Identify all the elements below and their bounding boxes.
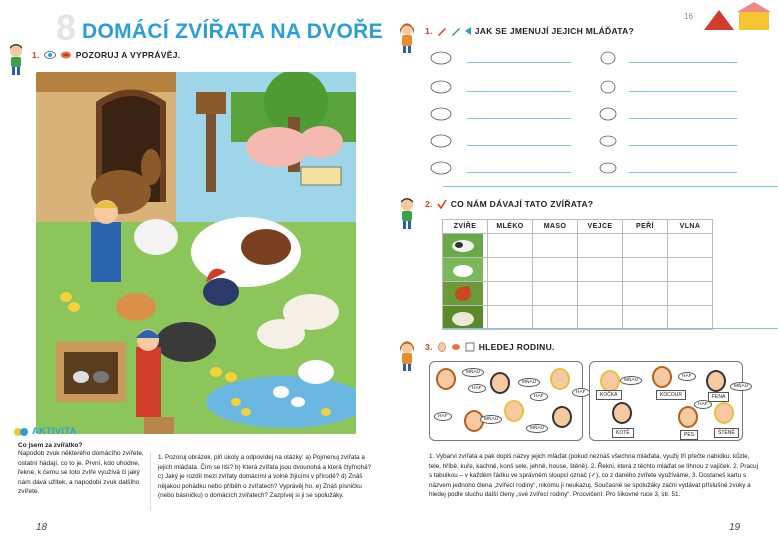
check-cell[interactable] xyxy=(578,282,623,306)
card-icon xyxy=(465,342,475,352)
family-label: KOČKA xyxy=(596,390,622,400)
sound-bubble: MŇAU xyxy=(518,378,540,387)
animal-outlines-right xyxy=(594,44,624,184)
family-label: KOTĚ xyxy=(612,428,634,438)
family-card-left xyxy=(429,361,586,441)
child-face xyxy=(600,370,620,392)
child-face xyxy=(714,402,734,424)
table-row xyxy=(443,282,713,306)
section-divider xyxy=(443,186,778,187)
activity-text: Napodob zvuk některého domácího zvířete, ostatní hádají, co to je. První, kdo uhodne, řekne, k čemu se toto zvíře využívá či jaký nám dává užitek, a napodobí zvuk dalšího zvířete. xyxy=(18,450,144,495)
boy-icon xyxy=(4,42,28,76)
eye-icon xyxy=(44,51,56,59)
child-face xyxy=(436,368,456,390)
family-label: KOCOUR xyxy=(656,390,686,400)
check-cell[interactable] xyxy=(578,234,623,258)
child-face xyxy=(652,366,672,388)
checkmark-icon xyxy=(437,199,447,209)
check-cell[interactable] xyxy=(488,282,533,306)
task-number: 1. xyxy=(32,50,40,60)
child-face xyxy=(706,370,726,392)
column-header: MASO xyxy=(533,220,578,234)
check-cell[interactable] xyxy=(578,306,623,330)
animal-outlines-left xyxy=(427,44,457,184)
page-number: 19 xyxy=(729,522,741,533)
child-face xyxy=(550,368,570,390)
column-header: ZVÍŘE xyxy=(443,220,488,234)
page-title: DOMÁCÍ ZVÍŘATA NA DVOŘE xyxy=(82,20,383,43)
answer-line[interactable] xyxy=(467,118,571,119)
check-cell[interactable] xyxy=(533,306,578,330)
task-number: 3. xyxy=(425,342,433,352)
check-cell[interactable] xyxy=(623,306,668,330)
column-header: VEJCE xyxy=(578,220,623,234)
task-number: 2. xyxy=(425,199,433,209)
sound-bubble: MŇAU xyxy=(730,382,752,391)
theatre-masks-icon xyxy=(14,427,28,437)
animal-photo-cell xyxy=(443,282,488,306)
check-cell[interactable] xyxy=(623,282,668,306)
table-row xyxy=(443,234,713,258)
pencil-icon xyxy=(437,26,447,36)
task-2-heading xyxy=(425,199,593,209)
activity-box xyxy=(14,426,146,497)
sound-bubble: HAF xyxy=(694,400,712,409)
task-number: 1. xyxy=(425,26,433,36)
child-face xyxy=(552,406,572,428)
animal-products-table xyxy=(442,219,713,330)
sound-bubble: HAF xyxy=(468,384,486,393)
sound-bubble: HAF xyxy=(434,412,452,421)
check-cell[interactable] xyxy=(488,234,533,258)
answer-line[interactable] xyxy=(629,62,737,63)
check-cell[interactable] xyxy=(488,306,533,330)
column-header: VLNA xyxy=(668,220,713,234)
child-face xyxy=(490,372,510,394)
mouth-icon xyxy=(451,342,461,352)
cow-photo xyxy=(443,234,483,257)
goat-photo xyxy=(443,258,483,281)
answer-line[interactable] xyxy=(629,145,737,146)
activity-question: Co jsem za zvířátko? xyxy=(18,442,83,449)
answer-line[interactable] xyxy=(467,145,571,146)
corner-farm-illustration xyxy=(699,0,778,32)
answer-line[interactable] xyxy=(629,118,737,119)
family-card-right xyxy=(589,361,749,441)
teacher-instructions: 1. Pozoruj obrázek, plň úkoly a odpovídej na otázky: a) Pojmenuj zvířata a jejich mláďata. Čím se liší? b) Která zvířata jsou dvounohá a která čtyřnohá? c) Jaký je rozdíl mezi zvířaty domácími a volně žijícími v přírodě? d) Znáš nějakou pohádku nebo příběh o zvířatech? Vyprávěj ho. e) Znáš písničku (nebo básničku) o domácích zvířatech? Zazpívej si ji se spolužáky. xyxy=(158,454,372,499)
check-cell[interactable] xyxy=(533,282,578,306)
check-cell[interactable] xyxy=(578,258,623,282)
answer-line[interactable] xyxy=(467,91,571,92)
answer-line[interactable] xyxy=(629,172,737,173)
column-header: PEŘÍ xyxy=(623,220,668,234)
girl-icon xyxy=(395,20,419,54)
sound-bubble: HAF xyxy=(572,388,590,397)
check-cell[interactable] xyxy=(488,258,533,282)
task-label: HLEDEJ RODINU. xyxy=(478,342,555,352)
task-label: CO NÁM DÁVAJÍ TATO ZVÍŘATA? xyxy=(450,199,594,209)
table-row xyxy=(443,306,713,330)
animal-photo-cell xyxy=(443,258,488,282)
sheep-photo xyxy=(443,306,483,329)
task-3-heading xyxy=(425,342,555,352)
pencil-icon xyxy=(451,26,461,36)
hen-photo xyxy=(443,282,483,305)
chapter-number: 8 xyxy=(56,7,77,48)
sound-bubble: MŇAU xyxy=(526,424,548,433)
girl-icon xyxy=(395,338,419,372)
child-face xyxy=(612,402,632,424)
check-cell[interactable] xyxy=(668,306,713,330)
answer-line[interactable] xyxy=(467,62,571,63)
check-cell[interactable] xyxy=(623,258,668,282)
answer-line[interactable] xyxy=(629,91,737,92)
right-page xyxy=(389,0,778,546)
child-face xyxy=(678,406,698,428)
task-label: JAK SE JMENUJÍ JEJICH MLÁĎATA? xyxy=(474,26,635,36)
speech-icon xyxy=(465,26,471,36)
check-cell[interactable] xyxy=(623,234,668,258)
check-cell[interactable] xyxy=(668,234,713,258)
task-1-heading-right xyxy=(425,26,634,36)
family-label: FENA xyxy=(708,392,729,402)
sound-bubble: MŇAU xyxy=(480,415,502,424)
check-cell[interactable] xyxy=(668,282,713,306)
answer-line[interactable] xyxy=(467,172,571,173)
teacher-instructions: 1. Vybarvi zvířata a pak dopiš názvy jejich mláďat (pokud neznáš všechna mláďata, využij tří přečte nabídku: kůzle, tele, hříbě, kuře, kachně, konš sele, jehně, house, štěně). 2. Řekni, která z těchto mláďat se líhnou z vajíček. 2. Pracuj s tabulkou – v každém řádku ve správném sloupci označ (✓), co z daného zvířete využíváme. 3. Dostaneš kartu s názvem jednoho člena „zvířecí rodiny“, nikomu ji neukazuj. Současně se spolužáky začni vydávat příslušné zvuky a hledej podle sluchu další členy „své zvířecí rodiny“. Procvičení: Pro šikovné ruce 3, str. 51. xyxy=(429,453,759,498)
child-face xyxy=(504,400,524,422)
corner-number: 16 xyxy=(684,12,693,21)
boy-icon xyxy=(395,196,419,230)
family-label: PES xyxy=(680,430,698,440)
animal-photo-cell xyxy=(443,234,488,258)
mouth-icon xyxy=(60,50,72,60)
section-divider xyxy=(443,328,778,329)
task-1-heading xyxy=(32,50,180,60)
farm-scene-illustration xyxy=(36,72,356,434)
check-cell[interactable] xyxy=(533,234,578,258)
divider xyxy=(150,452,151,510)
family-label: ŠTĚNĚ xyxy=(714,428,739,438)
activity-heading: AKTIVITA xyxy=(32,426,77,436)
check-cell[interactable] xyxy=(668,258,713,282)
column-header: MLÉKO xyxy=(488,220,533,234)
sound-bubble: MŇAU xyxy=(462,368,484,377)
animal-photo-cell xyxy=(443,306,488,330)
task-label: POZORUJ A VYPRÁVĚJ. xyxy=(75,50,181,60)
ear-icon xyxy=(437,342,447,352)
table-row xyxy=(443,258,713,282)
page-number: 18 xyxy=(36,522,48,533)
check-cell[interactable] xyxy=(533,258,578,282)
sound-bubble: MŇAU xyxy=(620,376,642,385)
sound-bubble: HAF xyxy=(678,372,696,381)
sound-bubble: HAF xyxy=(530,392,548,401)
